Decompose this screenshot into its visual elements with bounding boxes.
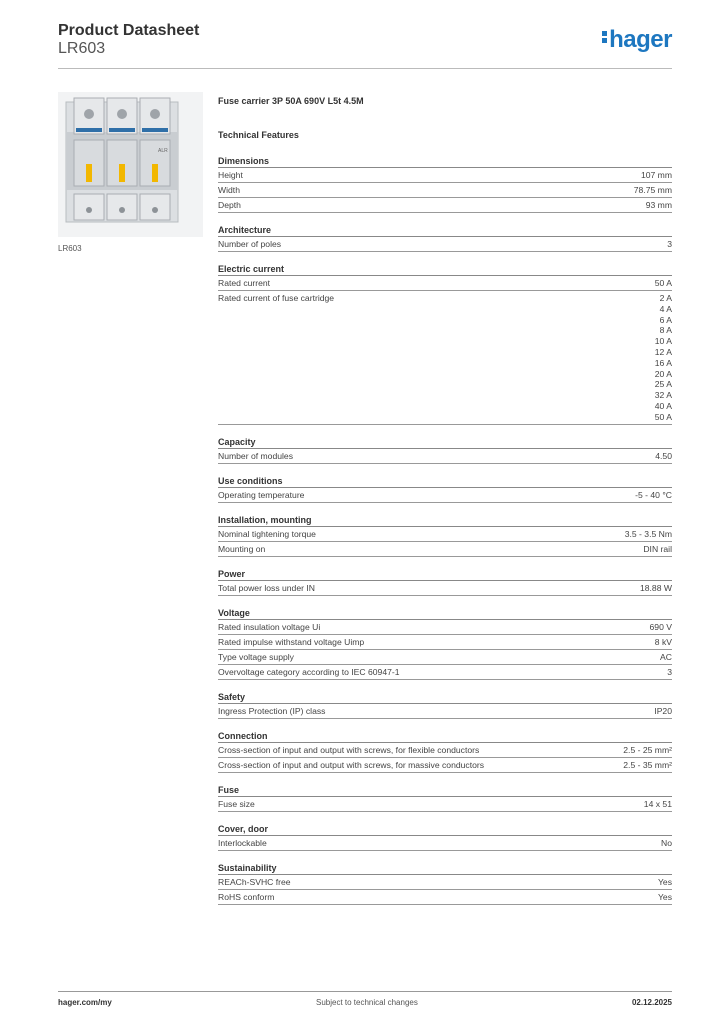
section bbox=[218, 264, 672, 425]
brand-logo bbox=[602, 26, 672, 54]
feature-row bbox=[218, 291, 672, 425]
feature-value: AC bbox=[660, 651, 672, 662]
feature-row bbox=[218, 168, 672, 183]
feature-label: Total power loss under IN bbox=[218, 582, 315, 593]
section-title: Capacity bbox=[218, 437, 672, 449]
section bbox=[218, 225, 672, 252]
feature-value: 78.75 mm bbox=[633, 185, 672, 195]
feature-value: DIN rail bbox=[643, 543, 672, 554]
feature-row bbox=[218, 620, 672, 635]
section bbox=[218, 569, 672, 596]
feature-label: Rated current of fuse cartridge bbox=[218, 293, 335, 303]
feature-label: Type voltage supply bbox=[218, 651, 294, 662]
section-title: Fuse bbox=[218, 785, 672, 797]
logo-text: hager bbox=[609, 26, 672, 53]
feature-label: REACh-SVHC free bbox=[218, 876, 291, 887]
feature-row bbox=[218, 650, 672, 665]
section-title: Installation, mounting bbox=[218, 515, 672, 527]
feature-row bbox=[218, 635, 672, 650]
feature-label: Number of poles bbox=[218, 239, 282, 249]
feature-row bbox=[218, 449, 672, 464]
product-code: LR603 bbox=[58, 40, 106, 57]
feature-value-line: 2 A bbox=[659, 293, 672, 303]
feature-value: -5 - 40 °C bbox=[635, 489, 672, 500]
section bbox=[218, 731, 672, 773]
feature-label: Interlockable bbox=[218, 837, 267, 848]
product-name: Fuse carrier 3P 50A 690V L5t 4.5M bbox=[218, 96, 364, 106]
section bbox=[218, 824, 672, 851]
datasheet-content bbox=[218, 96, 672, 905]
feature-row bbox=[218, 542, 672, 557]
feature-value: 8 kV bbox=[654, 636, 672, 647]
feature-row bbox=[218, 183, 672, 198]
feature-value: 690 V bbox=[649, 621, 672, 632]
feature-row bbox=[218, 488, 672, 503]
feature-value: No bbox=[661, 837, 672, 848]
section-title: Dimensions bbox=[218, 156, 672, 168]
feature-value-line: 25 A bbox=[654, 379, 672, 390]
feature-value-line: 8 A bbox=[659, 325, 672, 336]
page-title: Product Datasheet bbox=[58, 22, 200, 39]
feature-value: 14 x 51 bbox=[643, 798, 672, 809]
feature-label: Width bbox=[218, 185, 240, 195]
feature-row bbox=[218, 797, 672, 812]
section-title: Voltage bbox=[218, 608, 672, 620]
feature-label: Number of modules bbox=[218, 450, 293, 461]
feature-label: Nominal tightening torque bbox=[218, 528, 316, 539]
feature-value: 18.88 W bbox=[639, 582, 672, 593]
feature-value: IP20 bbox=[654, 705, 672, 716]
feature-row bbox=[218, 704, 672, 719]
section-title: Architecture bbox=[218, 225, 672, 237]
feature-row bbox=[218, 237, 672, 252]
section bbox=[218, 156, 672, 213]
feature-value: Yes bbox=[657, 876, 672, 887]
feature-row bbox=[218, 198, 672, 213]
feature-label: Ingress Protection (IP) class bbox=[218, 705, 326, 716]
section-title: Safety bbox=[218, 692, 672, 704]
feature-value-line: 32 A bbox=[654, 390, 672, 401]
feature-label: RoHS conform bbox=[218, 891, 275, 902]
feature-label: Operating temperature bbox=[218, 489, 305, 500]
section bbox=[218, 437, 672, 464]
feature-value: 107 mm bbox=[640, 170, 672, 180]
feature-value-line: 50 A bbox=[654, 411, 672, 422]
feature-label: Fuse size bbox=[218, 798, 255, 809]
feature-label: Overvoltage category according to IEC 60947-1 bbox=[218, 666, 400, 677]
feature-value: 3 bbox=[667, 666, 672, 677]
section bbox=[218, 515, 672, 557]
feature-row bbox=[218, 743, 672, 758]
section bbox=[218, 785, 672, 812]
feature-value: 2.5 - 25 mm² bbox=[623, 744, 672, 755]
footer-divider bbox=[58, 991, 672, 992]
feature-value: Yes bbox=[657, 891, 672, 902]
section-title: Sustainability bbox=[218, 863, 672, 875]
footer-website: hager.com/my bbox=[58, 998, 112, 1007]
feature-value: 93 mm bbox=[645, 200, 672, 210]
feature-value: 3 bbox=[667, 239, 672, 249]
footer-date: 02.12.2025 bbox=[631, 998, 672, 1007]
section bbox=[218, 692, 672, 719]
feature-value-line: 10 A bbox=[654, 336, 672, 347]
feature-row bbox=[218, 665, 672, 680]
feature-value bbox=[655, 293, 672, 423]
feature-label: Height bbox=[218, 170, 243, 180]
fuse-carrier-illustration bbox=[58, 92, 203, 237]
section bbox=[218, 863, 672, 905]
feature-row bbox=[218, 875, 672, 890]
footer-notice: Subject to technical changes bbox=[316, 998, 418, 1007]
feature-label: Cross-section of input and output with screws, for massive conductors bbox=[218, 759, 485, 770]
section bbox=[218, 608, 672, 680]
technical-features-title: Technical Features bbox=[218, 130, 299, 140]
image-caption: LR603 bbox=[58, 244, 82, 253]
feature-value-line: 4 A bbox=[659, 303, 672, 314]
section-title: Use conditions bbox=[218, 476, 672, 488]
feature-label: Rated current bbox=[218, 278, 271, 288]
section-title: Electric current bbox=[218, 264, 672, 276]
feature-label: Depth bbox=[218, 200, 241, 210]
section-title: Connection bbox=[218, 731, 672, 743]
feature-row bbox=[218, 581, 672, 596]
feature-value-line: 40 A bbox=[654, 400, 672, 411]
feature-sections bbox=[218, 156, 672, 905]
feature-label: Rated insulation voltage Ui bbox=[218, 621, 321, 632]
feature-value: 4.50 bbox=[655, 450, 672, 461]
feature-label: Cross-section of input and output with screws, for flexible conductors bbox=[218, 744, 480, 755]
feature-value: 2.5 - 35 mm² bbox=[623, 759, 672, 770]
section-title: Power bbox=[218, 569, 672, 581]
product-image bbox=[58, 92, 203, 237]
feature-row bbox=[218, 758, 672, 773]
feature-row bbox=[218, 527, 672, 542]
hager-logo-icon bbox=[602, 29, 608, 45]
section bbox=[218, 476, 672, 503]
header bbox=[58, 22, 672, 68]
feature-value-line: 20 A bbox=[654, 368, 672, 379]
feature-row bbox=[218, 836, 672, 851]
feature-row bbox=[218, 276, 672, 291]
feature-value: 3.5 - 3.5 Nm bbox=[624, 528, 672, 539]
feature-label: Rated impulse withstand voltage Uimp bbox=[218, 636, 365, 647]
image-label: ALR bbox=[158, 148, 168, 154]
feature-value-line: 12 A bbox=[654, 346, 672, 357]
feature-row bbox=[218, 890, 672, 905]
section-title: Cover, door bbox=[218, 824, 672, 836]
feature-value-line: 6 A bbox=[659, 314, 672, 325]
header-divider bbox=[58, 68, 672, 69]
feature-label: Mounting on bbox=[218, 543, 266, 554]
feature-value: 50 A bbox=[654, 278, 672, 288]
feature-value-line: 16 A bbox=[654, 357, 672, 368]
